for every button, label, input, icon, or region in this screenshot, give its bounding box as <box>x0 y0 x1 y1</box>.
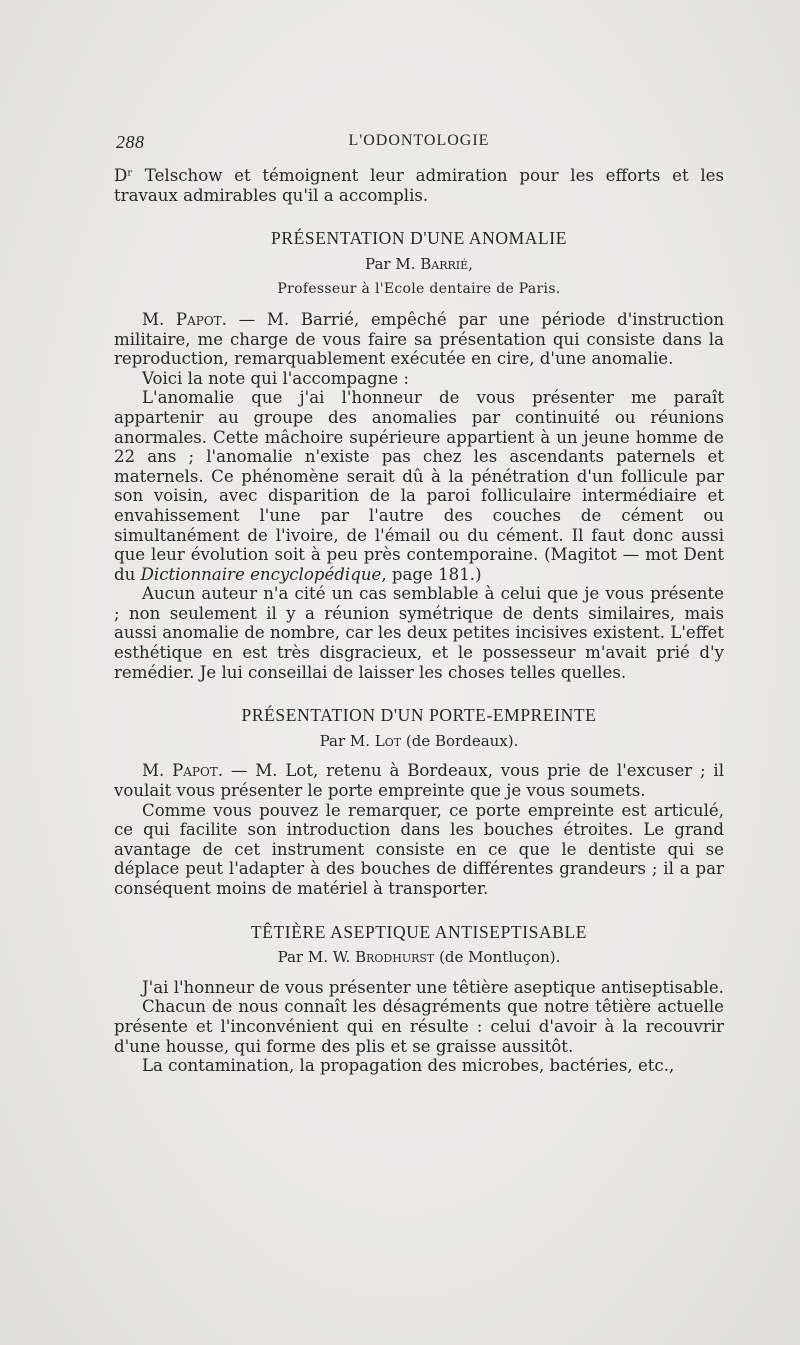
byline-barrie <box>114 255 724 275</box>
author-affiliation: Professeur à l'Ecole dentaire de Paris. <box>277 281 561 298</box>
section-title-anomalie: PRÉSENTATION D'UNE ANOMALIE <box>271 228 567 249</box>
running-header <box>114 130 724 156</box>
paragraph: La contamination, la propagation des microbes, bactéries, etc., <box>142 1056 675 1076</box>
paragraph: Chacun de nous connaît les désagréments que notre têtière actuelle présente et l'inconvénient qui en résulte : celui d'avoir à la recouvrir d'une housse, qui forme des plis et se graisse aussitôt. <box>114 997 724 1056</box>
section-title-tetiere: TÊTIÈRE ASEPTIQUE ANTISEPTISABLE <box>250 921 588 942</box>
intro-paragraph: Dʳ Telschow et témoignent leur admiration pour les efforts et les travaux admirables qu'il a accomplis. <box>114 166 724 205</box>
paragraph-text: — M. Lot, retenu à Bordeaux, vous prie de l'excuser ; il voulait vous présenter le porte empreinte que je vous soumets. <box>114 761 725 801</box>
paragraph <box>114 310 724 369</box>
cited-work: Dictionnaire encyclopédique <box>140 564 382 584</box>
article-body <box>114 166 724 1076</box>
journal-title: L'ODONTOLOGIE <box>348 132 490 149</box>
byline-prefix: Par M. <box>319 731 371 750</box>
paragraph <box>114 761 724 800</box>
paragraph: J'ai l'honneur de vous présenter une têtière aseptique antiseptisable. <box>142 977 724 997</box>
paragraph: Aucun auteur n'a cité un cas semblable à celui que je vous présente ; non seulement il y a réunion symétrique de dents similaires, mais aussi anomalie de nombre, car les deux petites incisives existent. L'effet esthétique en est très disgracieux, et le possesseur m'avait prié d'y remédier. Je lui conseillai de laisser les choses telles quelles. <box>114 584 724 682</box>
page-number: 288 <box>116 132 145 152</box>
speaker-name: M. Papot. <box>142 761 224 781</box>
paragraph-text: , page 181.) <box>381 564 482 584</box>
byline-suffix: (de Bordeaux). <box>405 731 519 750</box>
page-content <box>114 130 724 1076</box>
paragraph-text: L'anomalie que j'ai l'honneur de vous présenter me paraît appartenir au groupe des anomalies par continuité ou réunions anormales. Cette mâchoire supérieure appartient à un jeune homme de 22 ans ; l'anomalie n'existe pas chez les ascendants paternels et maternels. Ce phénomène serait dû à la pénétration d'un follicule par son voisin, avec disparition de la paroi folliculaire intermédiaire et envahissement l'une par l'autre des couches de cément ou simultanément de l'ivoire, de l'émail ou du cément. Il faut donc aussi que leur évolution soit à peu près contemporaine. (Magitot — mot Dent du <box>114 388 724 584</box>
author-name: Lot <box>374 731 402 750</box>
paragraph-text: — M. Barrié, empêché par une période d'instruction militaire, me charge de vous faire sa présentation qui consiste dans la reproduction, remarquablement exécutée en cire, d'une anomalie. <box>114 309 725 369</box>
byline-brodhurst <box>114 948 724 968</box>
paragraph: Voici la note qui l'accompagne : <box>142 368 410 388</box>
speaker-name: M. Papot. <box>142 309 227 329</box>
author-name: Barrié, <box>420 254 473 273</box>
byline-suffix: (de Montluçon). <box>439 948 561 967</box>
paragraph: Comme vous pouvez le remarquer, ce porte empreinte est articulé, ce qui facilite son introduction dans les bouches étroites. Le grand avantage de cet instrument consiste en ce que le dentiste qui se déplace peut l'adapter à des bouches de différentes grandeurs ; il a par conséquent moins de matériel à transporter. <box>114 800 724 898</box>
author-name: Brodhurst <box>355 948 435 967</box>
paragraph <box>114 388 724 584</box>
byline-prefix: Par M. <box>365 254 416 273</box>
byline-lot <box>114 732 724 752</box>
section-title-porte-empreinte: PRÉSENTATION D'UN PORTE-EMPREINTE <box>241 705 597 726</box>
byline-prefix: Par M. W. <box>277 948 351 967</box>
